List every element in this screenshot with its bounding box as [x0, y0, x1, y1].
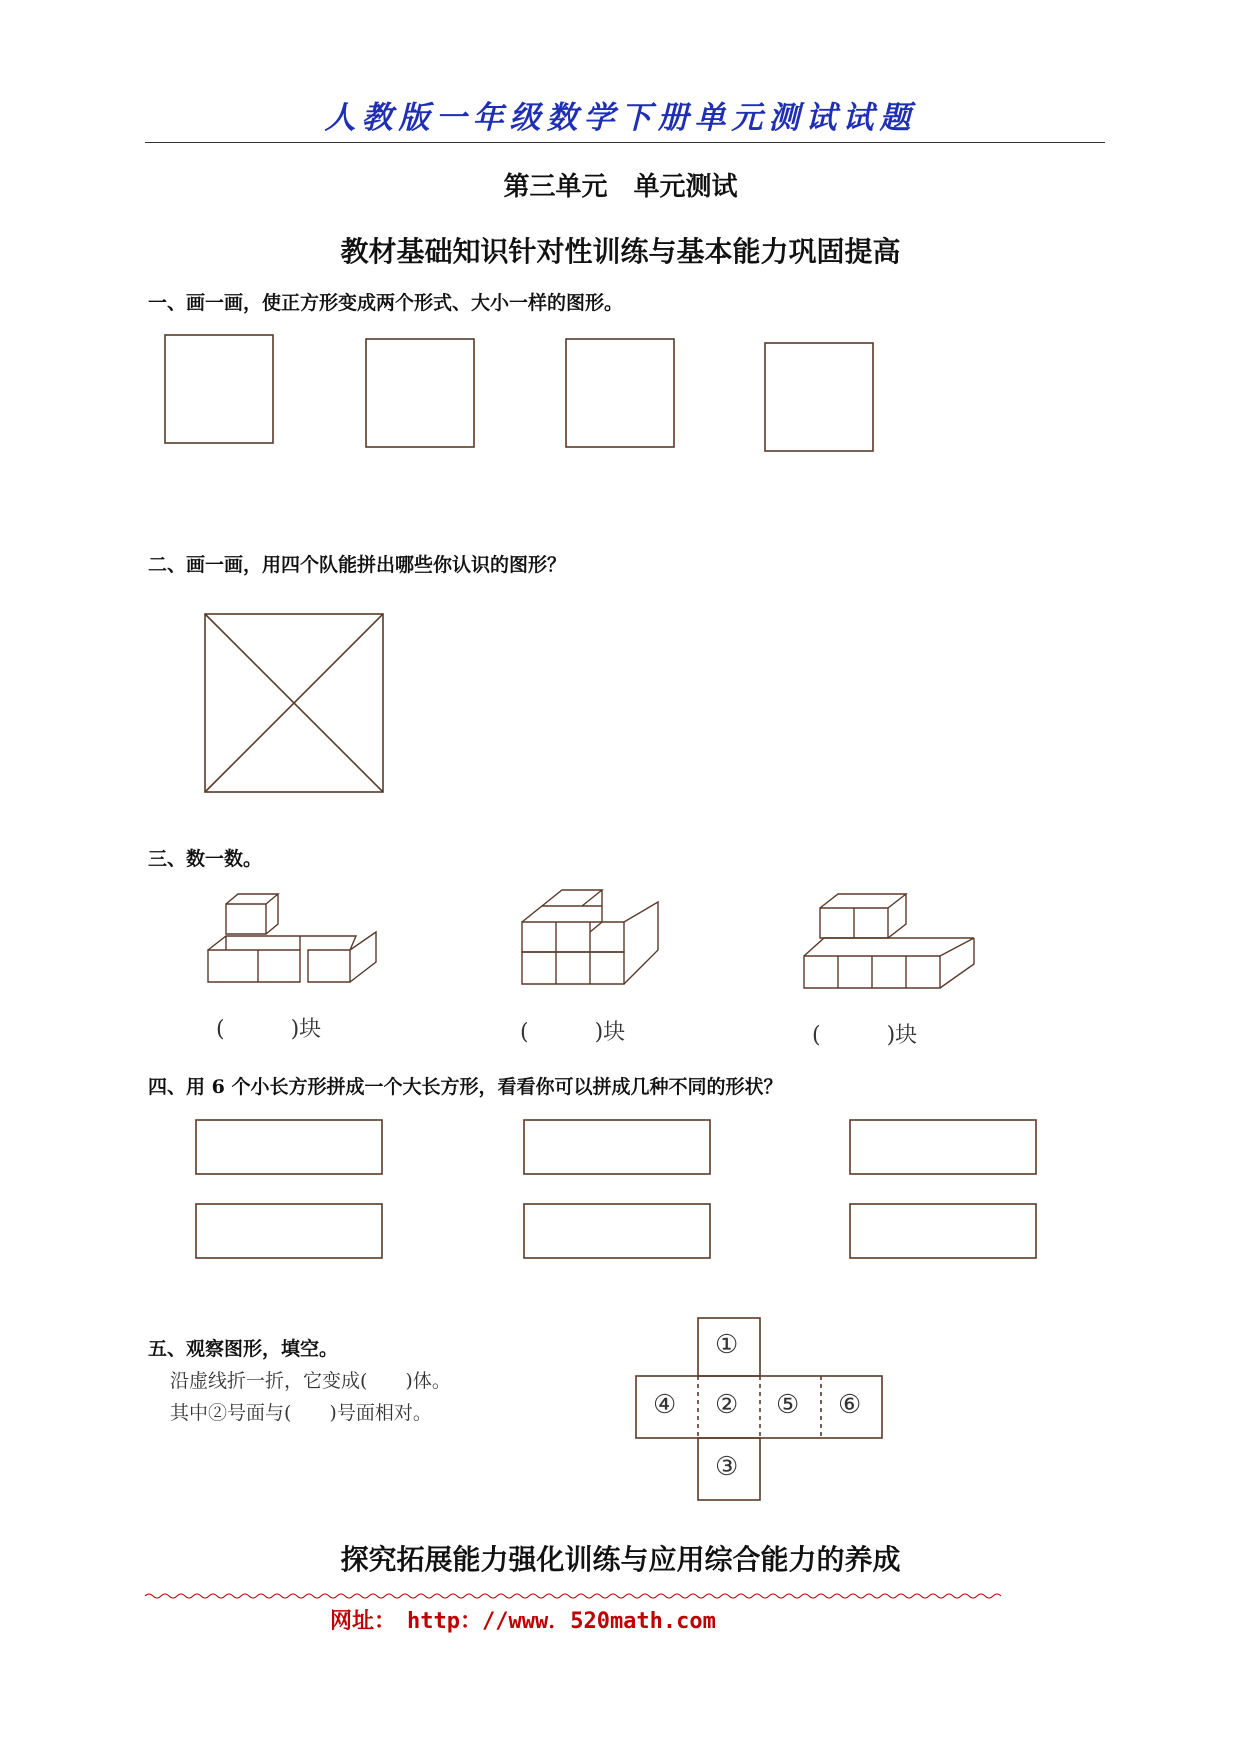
net-face-4: ④	[653, 1390, 677, 1420]
footer-wavy-rule	[145, 1592, 1090, 1600]
square-2	[366, 339, 474, 447]
section1-title: 教材基础知识针对性训练与基本能力巩固提高	[340, 235, 901, 268]
q5-line-2[interactable]: 其中②号面与( )号面相对。	[170, 1402, 432, 1424]
square-3	[566, 339, 674, 447]
q3-cube-figure-1	[208, 894, 376, 982]
unit-title: 第三单元 单元测试	[503, 172, 738, 202]
square-1	[165, 335, 273, 443]
net-face-3: ③	[715, 1452, 739, 1482]
footer-url[interactable]: 网址： http：//www．520math.com	[330, 1609, 716, 1634]
header-title: 人教版一年级数学下册单元测试试题	[324, 100, 917, 136]
q3-blank-2[interactable]: ( )块	[520, 1020, 626, 1045]
net-face-2: ②	[715, 1390, 739, 1420]
square-4	[765, 343, 873, 451]
net-face-6: ⑥	[838, 1390, 862, 1420]
q3-cube-figure-3	[804, 894, 974, 988]
question-2: 二、画一画，用四个队能拼出哪些你认识的图形？	[148, 554, 567, 576]
question-3: 三、数一数。	[148, 848, 263, 870]
q3-blank-3[interactable]: ( )块	[812, 1023, 918, 1048]
section2-title: 探究拓展能力强化训练与应用综合能力的养成	[340, 1543, 901, 1576]
net-face-5: ⑤	[776, 1390, 800, 1420]
question-5: 五、观察图形，填空。	[148, 1338, 339, 1360]
q5-line-1[interactable]: 沿虚线折一折，它变成( )体。	[170, 1370, 451, 1392]
q2-square-diagonals	[205, 614, 383, 792]
question-4: 四、用 6 个小长方形拼成一个大长方形，看看你可以拼成几种不同的形状？	[148, 1076, 783, 1098]
net-face-1: ①	[715, 1330, 739, 1360]
question-1: 一、画一画，使正方形变成两个形式、大小一样的图形。	[148, 292, 624, 314]
q4-rectangles	[196, 1120, 1036, 1258]
q3-blank-1[interactable]: ( )块	[216, 1017, 322, 1042]
q3-cube-figure-2	[522, 890, 658, 984]
